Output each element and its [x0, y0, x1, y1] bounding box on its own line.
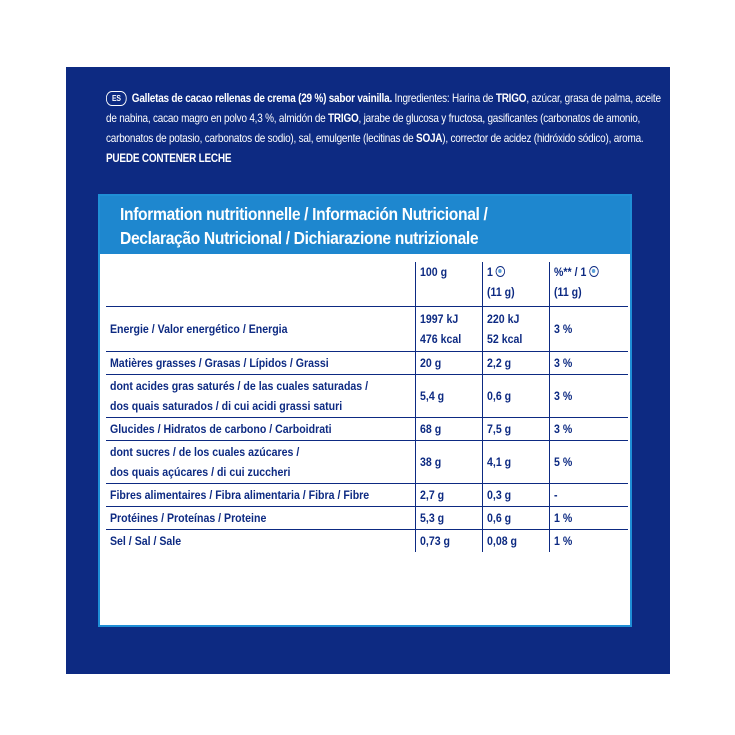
value-reference-intake: 3 %: [549, 352, 628, 375]
allergen-soy: SOJA: [416, 132, 443, 145]
table-row: [106, 441, 628, 484]
ingredients-part-1: Ingredientes: Harina de: [392, 92, 496, 105]
table-row: [106, 352, 628, 375]
value-per-portion: 220 kJ 52 kcal: [483, 307, 549, 352]
value-per-portion: 7,5 g: [483, 418, 549, 441]
nutrient-label: Matières grasses / Grasas / Lípidos / Grassi: [106, 352, 416, 375]
nutrition-grid: [106, 262, 628, 552]
nutrition-panel: [66, 67, 670, 674]
value-reference-intake: -: [549, 484, 628, 507]
value-reference-intake: 5 %: [549, 441, 628, 484]
nutrient-label: Glucides / Hidratos de carbono / Carboidrati: [106, 418, 416, 441]
nutrient-label: dont sucres / de los cuales azúcares / dos quais açúcares / di cui zuccheri: [106, 441, 416, 484]
value-reference-intake: 1 %: [549, 530, 628, 553]
value-per-100g: 0,73 g: [416, 530, 483, 553]
table-row: [106, 530, 628, 553]
value-reference-intake: 3 %: [549, 307, 628, 352]
value-per-100g: 68 g: [416, 418, 483, 441]
header-reference-intake: %** / 1 (11 g): [549, 262, 628, 307]
table-row: [106, 375, 628, 418]
value-per-100g: 5,4 g: [416, 375, 483, 418]
footnote-es: ** Ingesta de referencia de un adulto medio (8400 kJ / 2000 kcal).: [104, 574, 379, 586]
table-row: [106, 418, 628, 441]
header-per-100g: 100 g: [416, 262, 483, 307]
value-per-100g: 38 g: [416, 441, 483, 484]
value-per-100g: 20 g: [416, 352, 483, 375]
ingredients-part-4: ), corrector de acidez (hidróxido sódico), aroma.: [442, 132, 644, 145]
ingredients-part-3: , jarabe de glucosa y fructosa, gasificantes (carbonatos de amonio, carbonatos de potasio, carbonatos de sodio), sal, emulgente (lecitinas de: [106, 112, 641, 145]
value-per-100g: 2,7 g: [416, 484, 483, 507]
footnotes: [104, 562, 597, 611]
nutrient-label: Fibres alimentaires / Fibra alimentaria / Fibra / Fibre: [106, 484, 416, 507]
table-row: [106, 507, 628, 530]
product-name: Galletas de cacao rellenas de crema (29 %) sabor vainilla.: [131, 92, 393, 105]
nutrient-label: Energie / Valor energético / Energia: [106, 307, 416, 352]
value-per-portion: 0,6 g: [483, 375, 549, 418]
value-per-100g: 1997 kJ 476 kcal: [416, 307, 483, 352]
language-badge: ES: [106, 91, 127, 106]
value-per-portion: 4,1 g: [483, 441, 549, 484]
table-header-row: [106, 262, 628, 307]
title-line-2: Declaração Nutricional / Dichiarazione nutrizionale: [120, 228, 479, 248]
allergen-wheat-1: TRIGO: [495, 92, 527, 105]
header-empty-cell: [106, 262, 416, 307]
header-per-portion: 1 (11 g): [483, 262, 549, 307]
value-per-portion: 0,3 g: [483, 484, 549, 507]
ingredients-part-2: , azúcar, grasa de palma, aceite de nabina, cacao magro en polvo 4,3 %, almidón de: [106, 92, 661, 125]
value-per-portion: 2,2 g: [483, 352, 549, 375]
footnote-fr: ** Apport de référence pour un adulte-type (8400 kJ / 2000 kcal).: [104, 562, 376, 573]
portion-icon: [496, 266, 505, 277]
value-reference-intake: 3 %: [549, 375, 628, 418]
value-per-portion: 0,6 g: [483, 507, 549, 530]
nutrient-label: Protéines / Proteínas / Proteine: [106, 507, 416, 530]
footnote-pt: ** Dose de referência para um adulto médio (8400 kJ / 2000 kcal).: [104, 586, 381, 598]
nutrient-label: Sel / Sal / Sale: [106, 530, 416, 553]
allergen-warning: PUEDE CONTENER LECHE: [106, 152, 232, 165]
title-line-1: Information nutritionnelle / Información Nutricional /: [120, 204, 488, 224]
table-row: [106, 307, 628, 352]
value-reference-intake: 1 %: [549, 507, 628, 530]
footnote-it: ** Assunzioni di riferimento di un adulto medio (8400 kJ / 2000 kcal).: [104, 598, 394, 610]
value-per-portion: 0,08 g: [483, 530, 549, 553]
portion-icon: [588, 266, 597, 277]
value-reference-intake: 3 %: [549, 418, 628, 441]
ingredients-text: [106, 89, 665, 169]
table-row: [106, 484, 628, 507]
allergen-wheat-2: TRIGO: [328, 112, 359, 125]
nutrition-table-title: [100, 196, 630, 254]
nutrient-label: dont acides gras saturés / de las cuales saturadas / dos quais saturados / di cui acidi grassi saturi: [106, 375, 416, 418]
value-per-100g: 5,3 g: [416, 507, 483, 530]
